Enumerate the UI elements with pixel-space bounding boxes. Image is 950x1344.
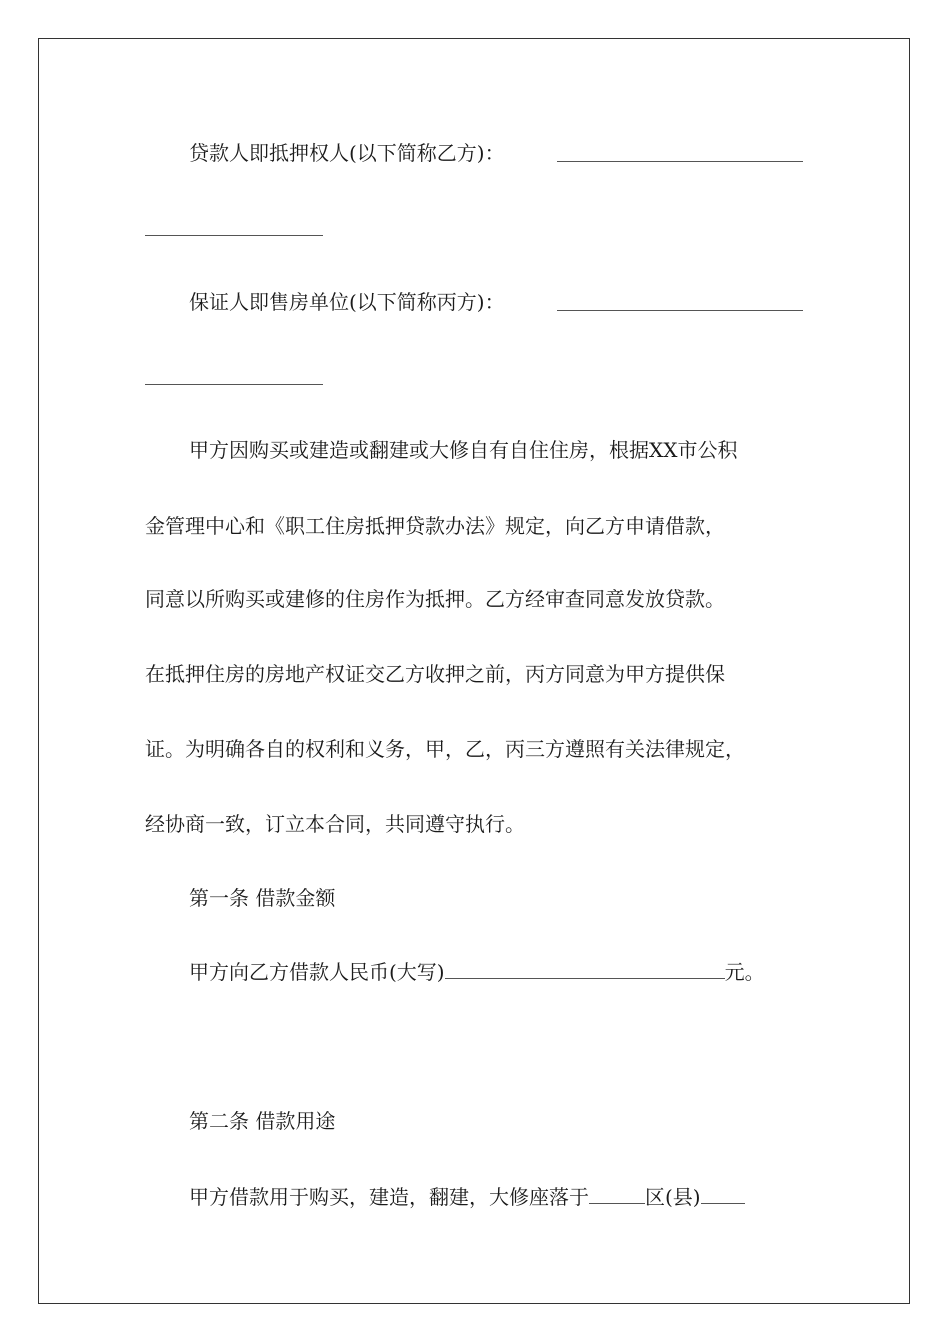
article1-text-before-blank: 甲方向乙方借款人民币(大写) (189, 960, 445, 984)
article2-title: 第二条 借款用途 (189, 1109, 336, 1133)
district-blank (701, 1183, 745, 1204)
intro-line-1: 甲方因购买或建造或翻建或大修自有自住住房，根据XX市公积 (189, 438, 738, 462)
lender-blank (557, 161, 803, 162)
article2-text-district: 区(县) (645, 1185, 701, 1209)
intro-line-6: 经协商一致，订立本合同，共同遵守执行。 (145, 812, 525, 836)
guarantor-label: 保证人即售房单位(以下简称丙方)： (189, 290, 505, 314)
lender-label: 贷款人即抵押权人(以下简称乙方)： (189, 141, 505, 165)
article1-text-after-blank: 元。 (724, 960, 765, 984)
article1-text (189, 958, 765, 986)
amount-blank (445, 958, 725, 979)
article1-title: 第一条 借款金额 (189, 886, 336, 910)
guarantor-blank-continued (145, 384, 323, 385)
guarantor-blank (557, 310, 803, 311)
article2-text (189, 1183, 745, 1211)
location-blank (589, 1183, 645, 1204)
intro-line-3: 同意以所购买或建修的住房作为抵押。乙方经审查同意发放贷款。 (145, 587, 725, 611)
lender-blank-continued (145, 235, 323, 236)
intro-line-4: 在抵押住房的房地产权证交乙方收押之前，丙方同意为甲方提供保 (145, 662, 725, 686)
intro-line-5: 证。为明确各自的权利和义务，甲，乙，丙三方遵照有关法律规定， (145, 737, 745, 761)
article2-text-before-blank: 甲方借款用于购买，建造，翻建，大修座落于 (189, 1185, 589, 1209)
intro-line-2: 金管理中心和《职工住房抵押贷款办法》规定，向乙方申请借款， (145, 514, 725, 538)
